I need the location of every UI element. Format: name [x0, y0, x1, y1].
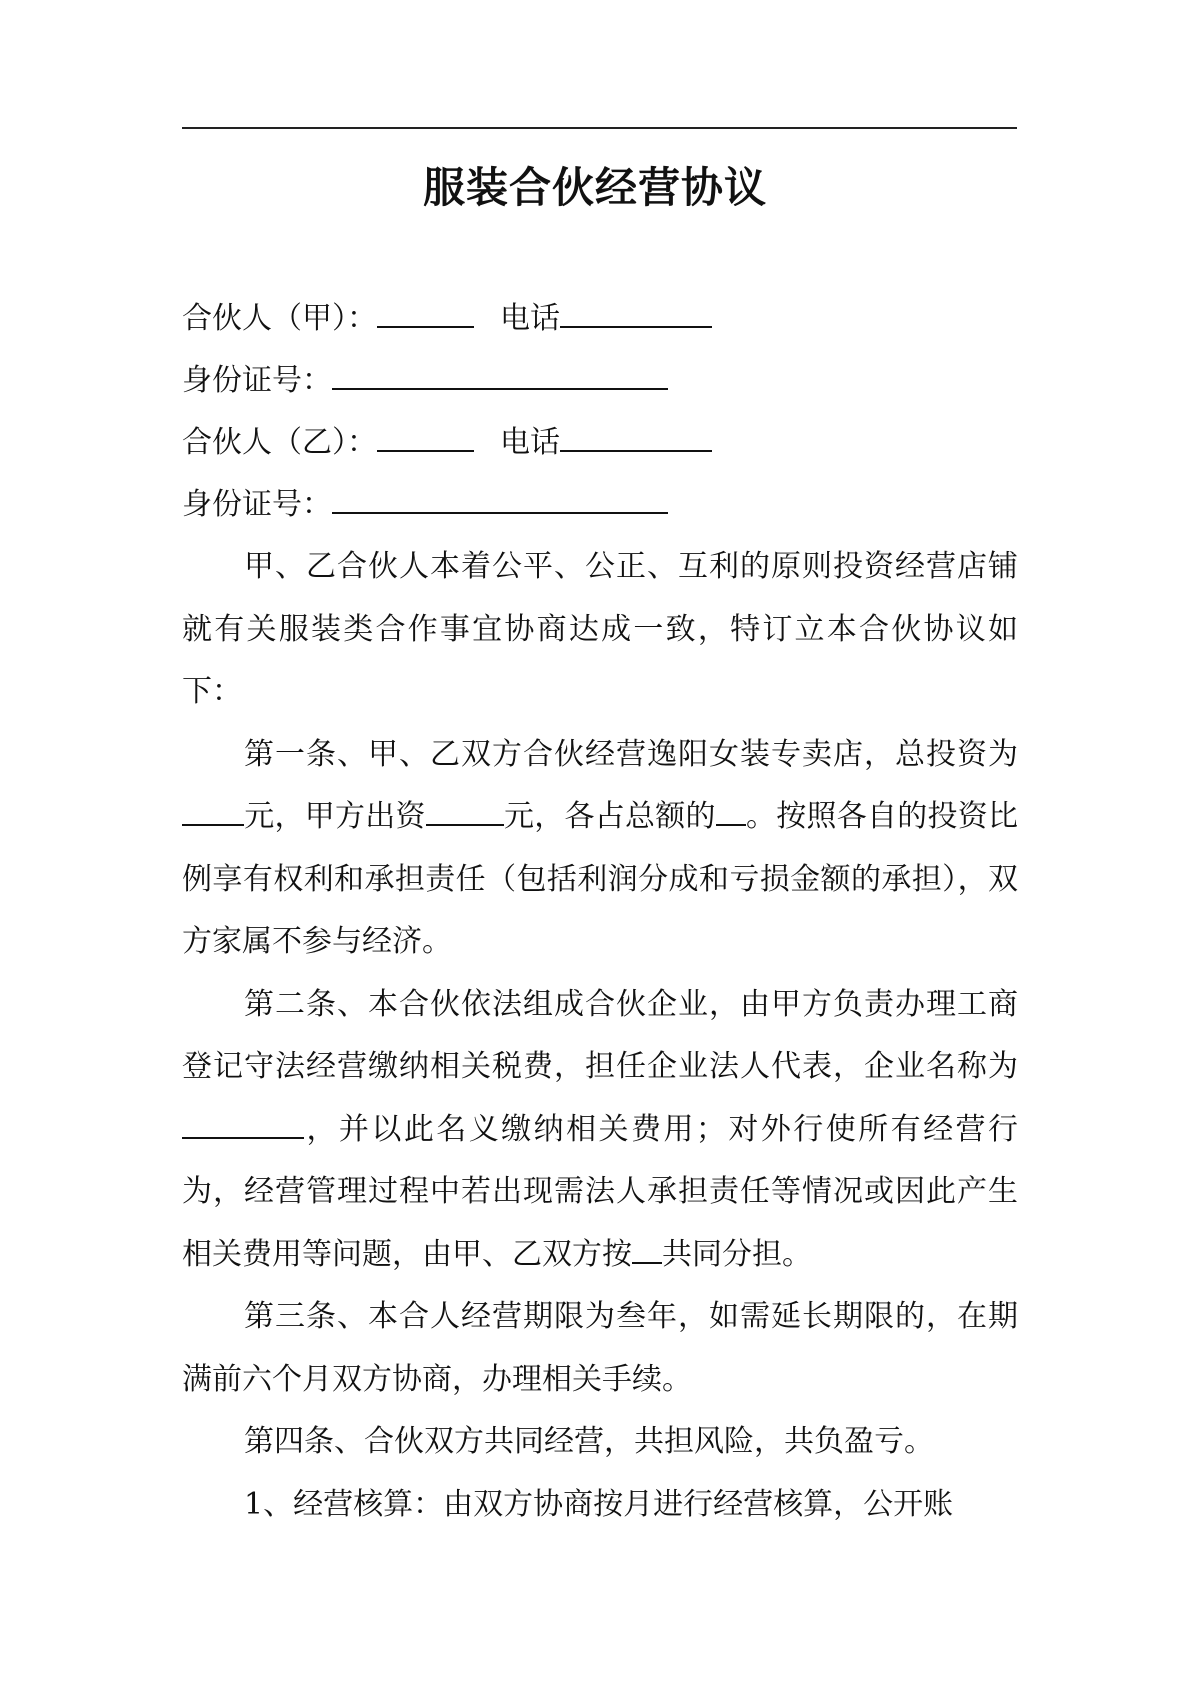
total-investment-blank[interactable] [182, 794, 244, 826]
partner-b-name-blank[interactable] [377, 420, 474, 452]
partner-b-label: 合伙人（乙）： [182, 425, 377, 460]
intro-paragraph: 甲、乙合伙人本着公平、公正、互利的原则投资经营店铺就有关服装类合作事宜协商达成一致，特订立本合伙协议如下： [182, 549, 1018, 709]
partner-a-row [182, 296, 712, 339]
article-2-text-a: 第二条、本合伙依法组成合伙企业，由甲方负责办理工商登记守法经营缴纳相关税费，担任企业法人代表，企业名称为 [182, 986, 1018, 1084]
item-1: 1、经营核算：由双方协商按月进行经营核算，公开账 [244, 1486, 954, 1522]
article-2-text-c: 共同分担。 [662, 1236, 812, 1272]
cost-share-blank[interactable] [632, 1232, 662, 1264]
partner-a-id-blank[interactable] [332, 358, 668, 390]
partner-b-phone-blank[interactable] [560, 420, 712, 452]
document-title: 服装合伙经营协议 [422, 163, 767, 212]
article-1 [182, 724, 1018, 974]
partner-b-id-row [182, 482, 668, 525]
header-rule [182, 127, 1017, 129]
company-name-blank[interactable] [182, 1107, 304, 1139]
article-1-text-c: 元，各占总额的 [503, 799, 716, 834]
partner-b-row [182, 420, 712, 463]
partner-a-phone-label: 电话 [500, 301, 560, 336]
article-1-text-a: 第一条、甲、乙双方合伙经营逸阳女装专卖店，总投资为 [244, 736, 1018, 772]
partner-a-phone-blank[interactable] [560, 296, 712, 328]
article-2 [182, 974, 1018, 1287]
partner-b-phone-label: 电话 [500, 425, 560, 460]
article-2-text-b: ，并以此名义缴纳相关费用；对外行使所有经营行为，经营管理过程中若出现需法人承担责任等情况或因此产生相关费用等问题，由甲、乙双方按 [182, 1111, 1018, 1272]
party-a-capital-blank[interactable] [426, 794, 504, 826]
agreement-body [182, 536, 1018, 1536]
partner-a-label: 合伙人（甲）： [182, 301, 377, 336]
partner-a-name-blank[interactable] [377, 296, 474, 328]
article-4: 第四条、合伙双方共同经营，共担风险，共负盈亏。 [244, 1424, 934, 1459]
partner-a-id-row [182, 358, 668, 401]
partner-b-id-label: 身份证号： [182, 487, 332, 522]
article-1-text-b: 元，甲方出资 [244, 799, 426, 834]
share-ratio-blank[interactable] [716, 794, 746, 826]
article-1-text-d: 。按照各自的投资比例享有权利和承担责任（包括利润分成和亏损金额的承担），双方家属不参与经济。 [182, 799, 1018, 959]
article-3: 第三条、本合人经营期限为叁年，如需延长期限的，在期满前六个月双方协商，办理相关手续。 [182, 1299, 1018, 1397]
partner-a-id-label: 身份证号： [182, 363, 332, 398]
partner-b-id-blank[interactable] [332, 482, 668, 514]
